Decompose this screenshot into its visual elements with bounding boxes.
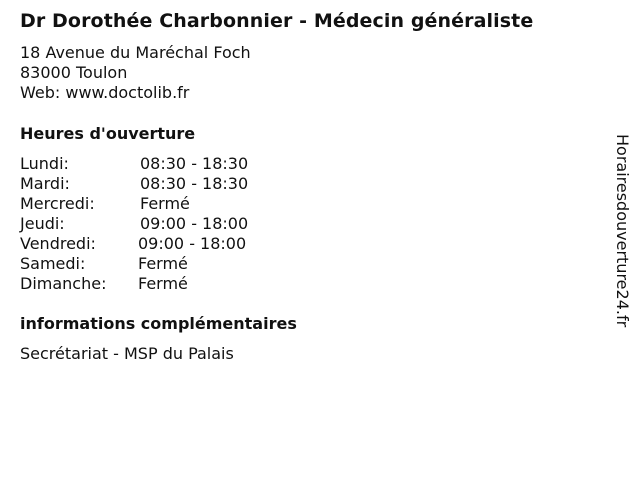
hours-value: 08:30 - 18:30: [140, 154, 249, 173]
hours-value: Fermé: [140, 194, 190, 213]
hours-value: Fermé: [138, 254, 188, 273]
opening-hours-heading: Heures d'ouverture: [20, 124, 196, 143]
page-title: Dr Dorothée Charbonnier - Médecin généraliste: [20, 10, 534, 32]
day-label: Vendredi:: [20, 234, 96, 253]
address-street: 18 Avenue du Maréchal Foch: [20, 43, 251, 62]
day-label: Samedi:: [20, 254, 86, 273]
day-label: Mardi:: [20, 174, 70, 193]
site-brand-vertical: Horairesdouverture24.fr: [613, 134, 632, 328]
day-label: Mercredi:: [20, 194, 95, 213]
day-label: Jeudi:: [20, 214, 65, 233]
day-label: Dimanche:: [20, 274, 107, 293]
additional-info-text: Secrétariat - MSP du Palais: [20, 344, 234, 363]
hours-value: Fermé: [138, 274, 188, 293]
additional-info-heading: informations complémentaires: [20, 314, 297, 333]
day-label: Lundi:: [20, 154, 69, 173]
hours-value: 08:30 - 18:30: [140, 174, 249, 193]
website-link[interactable]: Web: www.doctolib.fr: [20, 83, 190, 102]
hours-value: 09:00 - 18:00: [140, 214, 249, 233]
hours-value: 09:00 - 18:00: [138, 234, 247, 253]
address-block: [20, 43, 251, 103]
address-city: 83000 Toulon: [20, 63, 128, 82]
